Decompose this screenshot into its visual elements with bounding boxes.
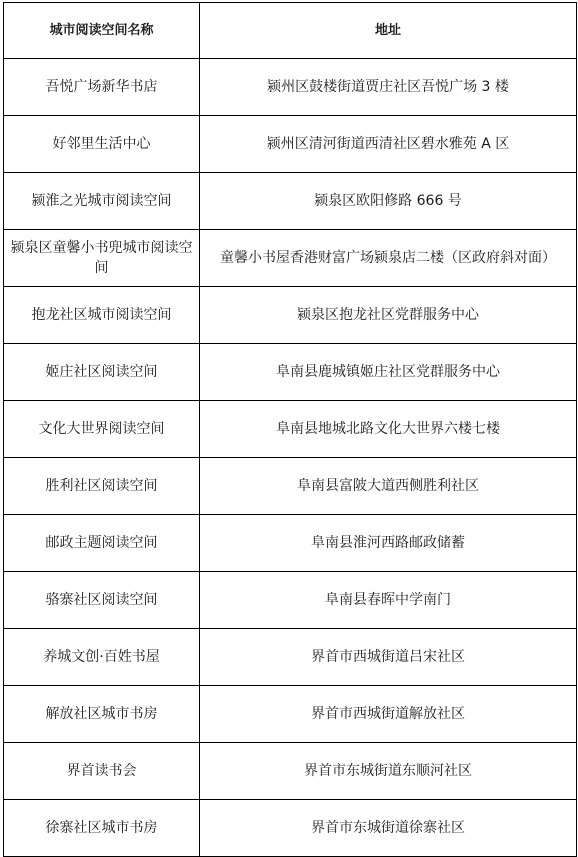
table-row: [4, 401, 577, 458]
space-name-cell: 养城文创·百姓书屋: [4, 629, 200, 686]
address-cell: 界首市东城街道东顺河社区: [200, 743, 577, 800]
space-name-cell: 解放社区城市书房: [4, 686, 200, 743]
space-name-cell: 颍淮之光城市阅读空间: [4, 173, 200, 230]
table-row: [4, 686, 577, 743]
address-cell: 阜南县地城北路文化大世界六楼七楼: [200, 401, 577, 458]
address-cell: 颍泉区欧阳修路 666 号: [200, 173, 577, 230]
table-row: [4, 629, 577, 686]
space-name-cell: 吾悦广场新华书店: [4, 59, 200, 116]
space-name-cell: 好邻里生活中心: [4, 116, 200, 173]
address-cell: 阜南县富陂大道西侧胜利社区: [200, 458, 577, 515]
address-cell: 阜南县鹿城镇姬庄社区党群服务中心: [200, 344, 577, 401]
address-cell: 童馨小书屋香港财富广场颍泉店二楼（区政府斜对面）: [200, 230, 577, 287]
space-name-cell: 颍泉区童馨小书兜城市阅读空间: [4, 230, 200, 287]
header-address: 地址: [200, 3, 577, 59]
table-header-row: [4, 3, 577, 59]
space-name-cell: 徐寨社区城市书房: [4, 800, 200, 857]
table-row: [4, 800, 577, 857]
table-row: [4, 59, 577, 116]
address-cell: 界首市西城街道解放社区: [200, 686, 577, 743]
space-name-cell: 抱龙社区城市阅读空间: [4, 287, 200, 344]
space-name-cell: 文化大世界阅读空间: [4, 401, 200, 458]
address-cell: 阜南县春晖中学南门: [200, 572, 577, 629]
header-name: 城市阅读空间名称: [4, 3, 200, 59]
table-row: [4, 743, 577, 800]
table-row: [4, 116, 577, 173]
address-cell: 颍州区鼓楼街道贾庄社区吾悦广场 3 楼: [200, 59, 577, 116]
address-cell: 界首市东城街道徐寨社区: [200, 800, 577, 857]
space-name-cell: 骆寨社区阅读空间: [4, 572, 200, 629]
address-cell: 界首市西城街道吕宋社区: [200, 629, 577, 686]
table-row: [4, 515, 577, 572]
table-row: [4, 287, 577, 344]
space-name-cell: 姬庄社区阅读空间: [4, 344, 200, 401]
address-cell: 颍泉区抱龙社区党群服务中心: [200, 287, 577, 344]
table-row: [4, 572, 577, 629]
address-cell: 颍州区清河街道西清社区碧水雅苑 A 区: [200, 116, 577, 173]
table-row: [4, 458, 577, 515]
table-row: [4, 173, 577, 230]
table-row: [4, 344, 577, 401]
table-row: [4, 230, 577, 287]
table-body: [4, 59, 577, 857]
address-cell: 阜南县淮河西路邮政储蓄: [200, 515, 577, 572]
space-name-cell: 邮政主题阅读空间: [4, 515, 200, 572]
space-name-cell: 界首读书会: [4, 743, 200, 800]
reading-space-table: [3, 2, 577, 857]
space-name-cell: 胜利社区阅读空间: [4, 458, 200, 515]
